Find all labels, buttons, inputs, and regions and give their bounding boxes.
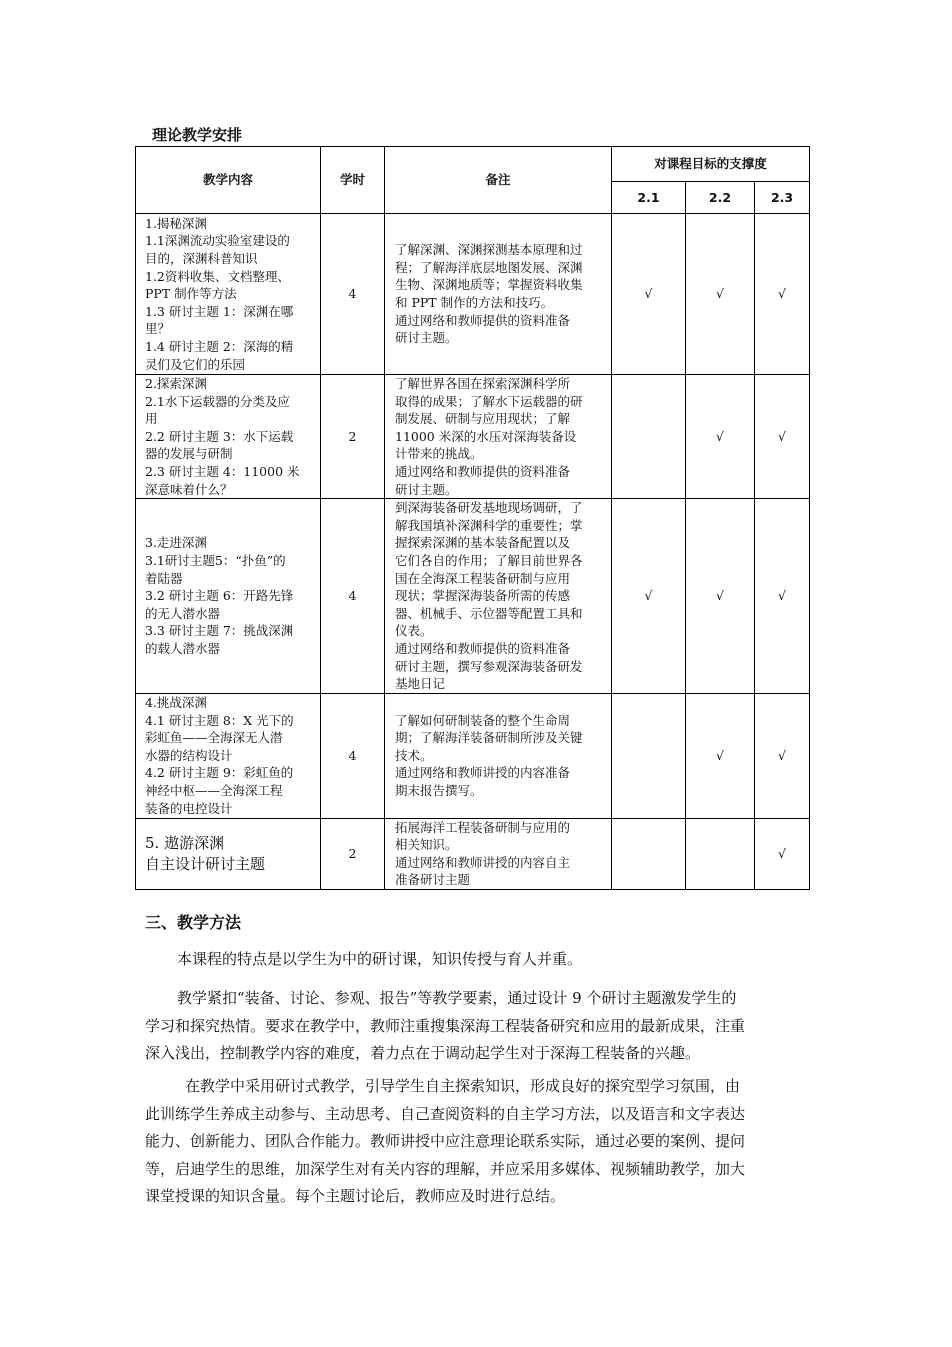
- note-line: 期；了解海洋装备研制所涉及关键: [395, 730, 583, 746]
- content-line: 自主设计研讨主题: [145, 854, 266, 873]
- header-hours: 学时: [321, 147, 385, 214]
- note-line: 通过网络和教师提供的资料准备: [395, 312, 571, 328]
- content-line: 5. 遨游深渊: [145, 833, 225, 852]
- content-line: 器的发展与研制: [145, 446, 233, 462]
- note-line: 现状；掌握深海装备所需的传感: [395, 588, 571, 604]
- cell-hours: 4: [321, 499, 385, 694]
- content-line: 1.4 研讨主题 2：深海的精: [145, 338, 294, 354]
- checkmark-cell: [612, 375, 686, 499]
- content-line: 的无人潜水器: [145, 605, 221, 621]
- note-line: 了解深渊、深渊探测基本原理和过: [395, 242, 583, 258]
- cell-content: [136, 693, 321, 818]
- paragraph-line: 等，启迪学生的思维，加深学生对有关内容的理解，并应采用多媒体、视频辅助教学，加大: [145, 1159, 746, 1178]
- content-line: 4.1 研讨主题 8：X 光下的: [145, 712, 294, 728]
- note-line: 通过网络和教师提供的资料准备: [395, 640, 571, 656]
- section-title: 理论教学安排: [152, 126, 243, 144]
- note-line: 通过网络和教师提供的资料准备: [395, 463, 571, 479]
- teaching-schedule-table: [135, 146, 810, 890]
- cell-hours: 2: [321, 375, 385, 499]
- paragraph-line: 能力、创新能力、团队合作能力。教师讲授中应注意理论联系实际，通过必要的案例、提问: [145, 1132, 746, 1150]
- checkmark-cell: √: [755, 375, 810, 499]
- cell-notes: [385, 499, 612, 694]
- content-line: 1.3 研讨主题 1：深渊在哪: [145, 303, 294, 319]
- cell-notes: [385, 375, 612, 499]
- table-row: [136, 818, 810, 889]
- content-line: 4.挑战深渊: [145, 695, 207, 711]
- cell-hours: 2: [321, 818, 385, 889]
- content-line: 1.2资料收集、文档整理、: [145, 268, 290, 284]
- paragraph-line: 教学紧扣“装备、讨论、参观、报告”等教学要素，通过设计 9 个研讨主题激发学生的: [177, 989, 737, 1007]
- cell-notes: [385, 693, 612, 818]
- table-row: [136, 693, 810, 818]
- content-line: 2.2 研讨主题 3：水下运载: [145, 428, 294, 444]
- header-notes: 备注: [385, 147, 612, 214]
- checkmark-cell: √: [686, 214, 755, 375]
- note-line: 了解世界各国在探索深渊科学所: [395, 376, 571, 391]
- paragraph-line: 学习和探究热情。要求在教学中，教师注重搜集深海工程装备研究和应用的最新成果，注重: [145, 1016, 746, 1035]
- note-line: 了解如何研制装备的整个生命周: [395, 712, 571, 728]
- content-line: 1.1深渊流动实验室建设的: [145, 233, 290, 249]
- header-content: 教学内容: [136, 147, 321, 214]
- note-line: 生物、深渊地质等；掌握资料收集: [395, 277, 583, 293]
- content-line: 用: [145, 411, 158, 427]
- note-line: 程；了解海洋底层地图发展、深渊: [395, 259, 583, 275]
- paragraph: [145, 1073, 811, 1211]
- table-row: [136, 214, 810, 375]
- note-line: 相关知识。: [395, 837, 458, 853]
- checkmark-cell: √: [755, 499, 810, 694]
- checkmark-cell: √: [755, 818, 810, 889]
- paragraph-line: 深入浅出，控制教学内容的难度，着力点在于调动起学生对于深海工程装备的兴趣。: [145, 1044, 701, 1062]
- section-heading-methods: 三、教学方法: [145, 913, 242, 932]
- note-line: 握探索深渊的基本装备配置以及: [395, 535, 571, 551]
- note-line: 研讨主题。: [395, 330, 458, 346]
- content-line: 3.走进深渊: [145, 535, 207, 551]
- content-line: 着陆器: [145, 570, 183, 586]
- content-line: 3.2 研讨主题 6：开路先锋: [145, 588, 294, 604]
- checkmark-cell: √: [686, 499, 755, 694]
- paragraph: [145, 985, 811, 1068]
- checkmark-cell: √: [686, 693, 755, 818]
- note-line: 计带来的挑战。: [395, 446, 483, 462]
- content-line: 灵们及它们的乐园: [145, 356, 246, 372]
- content-line: 神经中枢——全海深工程: [145, 783, 283, 799]
- note-line: 基地日记: [395, 676, 446, 692]
- content-line: 深意味着什么？: [145, 481, 233, 497]
- paragraph: [145, 946, 811, 974]
- note-line: 仪表。: [395, 623, 433, 639]
- content-line: 的载人潜水器: [145, 640, 221, 656]
- paragraph-line: 此训练学生养成主动参与、主动思考、自己查阅资料的自主学习方法，以及语言和文字表达: [145, 1104, 746, 1123]
- note-line: 期末报告撰写。: [395, 783, 483, 799]
- note-line: 到深海装备研发基地现场调研，了: [395, 500, 583, 516]
- content-line: 2.3 研讨主题 4：11000 米: [145, 463, 300, 479]
- checkmark-cell: √: [612, 214, 686, 375]
- table-row: [136, 499, 810, 694]
- checkmark-cell: [612, 693, 686, 818]
- note-line: 它们各自的作用；了解目前世界各: [395, 552, 583, 568]
- content-line: 里？: [145, 321, 171, 337]
- content-line: 装备的电控设计: [145, 800, 233, 816]
- note-line: 解我国填补深渊科学的重要性；掌: [395, 517, 583, 533]
- header-support: 对课程目标的支撑度: [612, 147, 810, 182]
- content-line: 水器的结构设计: [145, 747, 233, 763]
- checkmark-cell: √: [686, 375, 755, 499]
- content-line: 3.3 研讨主题 7：挑战深渊: [145, 623, 294, 639]
- note-line: 技术。: [395, 747, 433, 763]
- note-line: 取得的成果；了解水下运载器的研: [395, 393, 583, 409]
- cell-notes: [385, 214, 612, 375]
- content-line: 2.探索深渊: [145, 376, 207, 391]
- note-line: 研讨主题，撰写参观深海装备研发: [395, 658, 583, 674]
- note-line: 通过网络和教师讲授的内容准备: [395, 765, 571, 781]
- checkmark-cell: [612, 818, 686, 889]
- paragraph-line: 本课程的特点是以学生为中的研讨课，知识传授与育人并重。: [177, 950, 583, 968]
- note-line: 研讨主题。: [395, 481, 458, 497]
- checkmark-cell: √: [612, 499, 686, 694]
- cell-notes: [385, 818, 612, 889]
- table-row: [136, 375, 810, 499]
- note-line: 准备研讨主题: [395, 872, 471, 888]
- content-line: 2.1水下运载器的分类及应: [145, 393, 290, 409]
- cell-hours: 4: [321, 214, 385, 375]
- header-goal: 2.1: [612, 182, 686, 214]
- cell-content: [136, 818, 321, 889]
- cell-content: [136, 499, 321, 694]
- note-line: 国在全海深工程装备研制与应用: [395, 570, 571, 586]
- header-goal: 2.2: [686, 182, 755, 214]
- note-line: 和 PPT 制作的方法和技巧。: [395, 295, 554, 310]
- cell-content: [136, 214, 321, 375]
- checkmark-cell: √: [755, 693, 810, 818]
- paragraph-line: 在教学中采用研讨式教学，引导学生自主探索知识，形成良好的探究型学习氛围，由: [185, 1077, 741, 1095]
- cell-content: [136, 375, 321, 499]
- cell-hours: 4: [321, 693, 385, 818]
- content-line: 1.揭秘深渊: [145, 215, 207, 231]
- note-line: 11000 米深的水压对深海装备设: [395, 428, 577, 444]
- content-line: 彩虹鱼——全海深无人潜: [145, 730, 283, 746]
- checkmark-cell: √: [755, 214, 810, 375]
- note-line: 制发展、研制与应用现状；了解: [395, 411, 571, 427]
- paragraph-line: 课堂授课的知识含量。每个主题讨论后，教师应及时进行总结。: [145, 1187, 566, 1205]
- note-line: 通过网络和教师讲授的内容自主: [395, 854, 571, 870]
- content-line: 4.2 研讨主题 9：彩虹鱼的: [145, 765, 294, 781]
- note-line: 拓展海洋工程装备研制与应用的: [395, 819, 571, 835]
- content-line: 3.1研讨主题5：“扑鱼”的: [145, 552, 286, 568]
- note-line: 器、机械手、示位器等配置工具和: [395, 605, 583, 621]
- header-goal: 2.3: [755, 182, 810, 214]
- content-line: 目的，深渊科普知识: [145, 251, 258, 267]
- content-line: PPT 制作等方法: [145, 286, 237, 302]
- checkmark-cell: [686, 818, 755, 889]
